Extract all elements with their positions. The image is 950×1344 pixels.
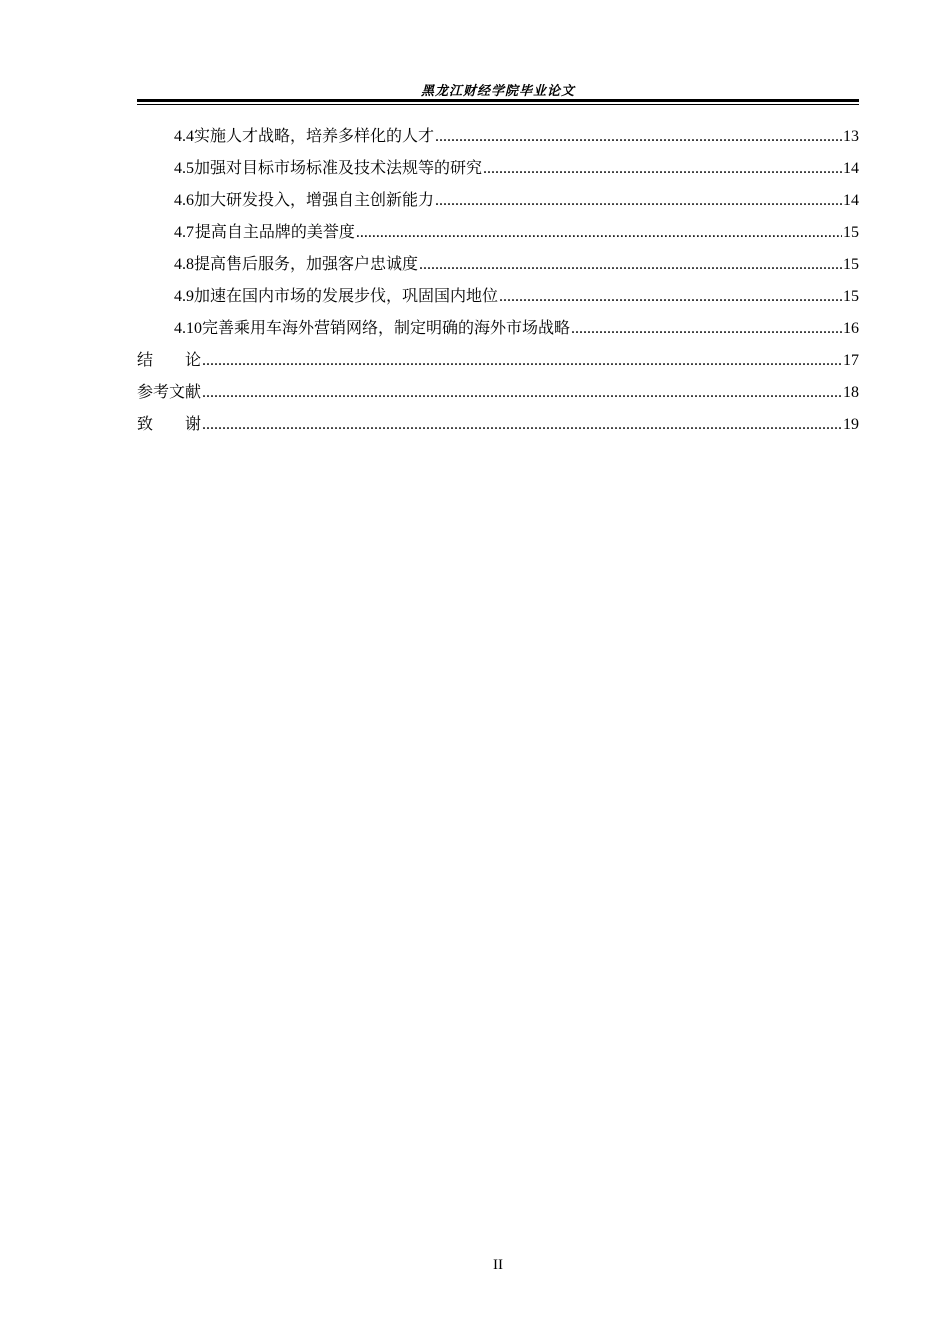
toc-entry-number: 4.4 — [174, 128, 194, 145]
toc-entry-page: 19 — [843, 416, 859, 433]
toc-entry-number: 4.10 — [174, 320, 202, 337]
toc-entry-label: 提高售后服务，加强客户忠诚度 — [194, 254, 419, 273]
toc-entry-number: 4.9 — [174, 288, 194, 305]
toc-entry-page: 18 — [843, 384, 859, 401]
header-title: 黑龙江财经学院毕业论文 — [420, 84, 575, 99]
toc-entry-number: 4.7 — [174, 224, 194, 241]
toc-entry-label: 结 论 — [137, 350, 202, 369]
toc-entry-conclusion[interactable] — [137, 344, 859, 376]
table-of-contents — [137, 120, 859, 440]
toc-entry-acknowledgements[interactable] — [137, 408, 859, 440]
toc-leader-dots — [202, 409, 842, 441]
toc-entry-page: 15 — [843, 288, 859, 305]
toc-entry-page: 15 — [843, 256, 859, 273]
toc-entry-page: 15 — [843, 224, 859, 241]
toc-entry-label: 加速在国内市场的发展步伐，巩固国内地位 — [194, 286, 499, 305]
header-rule-thick — [137, 99, 859, 102]
page-number: II — [493, 1257, 503, 1273]
toc-leader-dots — [435, 121, 842, 153]
toc-entry-page: 13 — [843, 128, 859, 145]
toc-entry-page: 14 — [843, 160, 859, 177]
toc-entry-number: 4.6 — [174, 192, 194, 209]
toc-entry[interactable] — [137, 280, 859, 312]
toc-entry-label: 加大研发投入，增强自主创新能力 — [194, 190, 435, 209]
toc-entry-label: 致 谢 — [137, 414, 202, 433]
toc-leader-dots — [571, 313, 842, 345]
toc-entry-number: 4.5 — [174, 160, 194, 177]
toc-entry-label: 完善乘用车海外营销网络，制定明确的海外市场战略 — [202, 318, 571, 337]
toc-entry[interactable] — [137, 248, 859, 280]
toc-entry[interactable] — [137, 312, 859, 344]
toc-leader-dots — [435, 185, 842, 217]
toc-leader-dots — [483, 153, 842, 185]
toc-entry[interactable] — [137, 152, 859, 184]
toc-entry-page: 14 — [843, 192, 859, 209]
toc-entry-page: 16 — [843, 320, 859, 337]
toc-entry-label: 加强对目标市场标准及技术法规等的研究 — [194, 158, 483, 177]
toc-entry-page: 17 — [843, 352, 859, 369]
toc-leader-dots — [202, 377, 842, 409]
toc-entry[interactable] — [137, 216, 859, 248]
toc-entry[interactable] — [137, 120, 859, 152]
toc-leader-dots — [499, 281, 842, 313]
toc-entry-label: 提高自主品牌的美誉度 — [194, 222, 355, 241]
toc-leader-dots — [356, 217, 842, 249]
toc-entry-references[interactable] — [137, 376, 859, 408]
toc-entry[interactable] — [137, 184, 859, 216]
toc-leader-dots — [202, 345, 842, 377]
toc-entry-label: 参考文献 — [137, 382, 202, 401]
toc-entry-number: 4.8 — [174, 256, 194, 273]
header-rule-thin — [137, 104, 859, 105]
toc-leader-dots — [419, 249, 842, 281]
toc-entry-label: 实施人才战略，培养多样化的人才 — [194, 126, 435, 145]
